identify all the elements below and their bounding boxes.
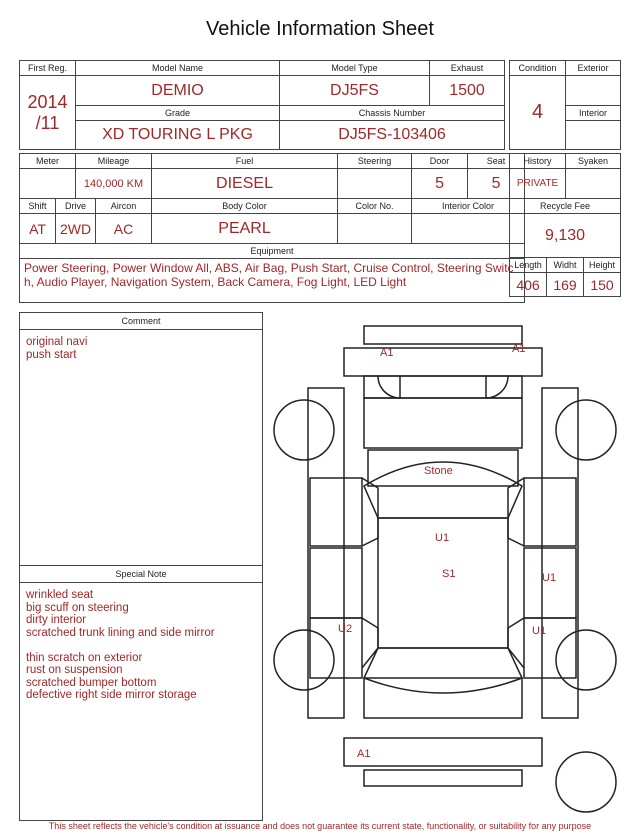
history-label: History <box>510 154 566 169</box>
steering-label: Steering <box>338 154 412 169</box>
left-rear-wheel <box>274 630 334 690</box>
front-right-light <box>486 376 508 398</box>
first-reg-year: 2014 <box>27 91 68 112</box>
comment-label: Comment <box>20 313 262 330</box>
syaken-value <box>566 169 621 199</box>
width-label: Widht <box>547 258 584 273</box>
comment-text: original navi push start <box>26 336 88 361</box>
steering-value <box>338 169 412 199</box>
front-left-light <box>378 376 400 398</box>
meter-value <box>20 169 76 199</box>
model-name-label: Model Name <box>76 61 280 76</box>
height-label: Height <box>584 258 621 273</box>
exhaust-value: 1500 <box>430 76 505 106</box>
first-reg-label: First Reg. <box>20 61 76 76</box>
special-note-box <box>19 565 263 821</box>
right-front-wheel <box>556 400 616 460</box>
right-front-door <box>524 478 576 546</box>
equipment-label: Equipment <box>20 244 525 259</box>
right-rear-window <box>508 618 524 668</box>
mark-right-front-door: U1 <box>542 572 557 584</box>
left-front-wheel <box>274 400 334 460</box>
drive-label: Drive <box>56 199 96 214</box>
page-title: Vehicle Information Sheet <box>206 18 434 40</box>
shift-value: AT <box>20 214 56 244</box>
disclaimer-footer: This sheet reflects the vehicle's condition at issuance and does not guarantee its current state, functionality, or suitability for any purpose <box>48 821 592 831</box>
vehicle-detail-table <box>19 153 525 303</box>
recycle-fee-label: Recycle Fee <box>510 199 621 214</box>
chassis-label: Chassis Number <box>280 106 505 121</box>
special-note-label: Special Note <box>20 566 262 583</box>
recycle-fee-value: 9,130 <box>510 214 621 258</box>
height-value: 150 <box>584 273 621 297</box>
length-value: 406 <box>510 273 547 297</box>
front-bumper-upper <box>364 326 522 344</box>
seat-label: Seat <box>468 154 525 169</box>
shift-label: Shift <box>20 199 56 214</box>
exterior-label: Exterior <box>566 61 621 76</box>
comment-box <box>19 312 263 566</box>
fuel-value: DIESEL <box>152 169 338 199</box>
right-body <box>542 388 578 718</box>
interior-value <box>566 121 621 150</box>
right-rear-wheel <box>556 630 616 690</box>
syaken-label: Syaken <box>566 154 621 169</box>
left-rear-quarter <box>310 618 362 678</box>
length-label: Length <box>510 258 547 273</box>
mileage-value: 140,000 KM <box>76 169 152 199</box>
mileage-label: Mileage <box>76 154 152 169</box>
body-color-label: Body Color <box>152 199 338 214</box>
first-reg-value <box>20 76 76 150</box>
special-note-text: wrinkled seat big scuff on steering dirty interior scratched trunk lining and side mirror thin scratch on exterior rust on suspension scratched bumper bottom defective right side mirror storage <box>26 589 215 701</box>
left-front-door <box>310 478 362 546</box>
aircon-value: AC <box>96 214 152 244</box>
mark-roof: U1 <box>435 532 450 544</box>
rear-bumper <box>344 738 542 766</box>
width-value: 169 <box>547 273 584 297</box>
history-table <box>509 153 621 297</box>
interior-color-value <box>412 214 525 244</box>
model-type-label: Model Type <box>280 61 430 76</box>
interior-label: Interior <box>566 106 621 121</box>
aircon-label: Aircon <box>96 199 152 214</box>
color-no-label: Color No. <box>338 199 412 214</box>
condition-table <box>509 60 621 150</box>
grade-label: Grade <box>76 106 280 121</box>
body-color-value: PEARL <box>152 214 338 244</box>
trunk <box>364 678 522 718</box>
grade-value: XD TOURING L PKG <box>76 121 280 150</box>
seat-value: 5 <box>468 169 525 199</box>
left-rear-door <box>310 548 362 618</box>
meter-label: Meter <box>20 154 76 169</box>
spare-wheel <box>556 752 616 812</box>
vehicle-main-table <box>19 60 505 150</box>
color-no-value <box>338 214 412 244</box>
exhaust-label: Exhaust <box>430 61 505 76</box>
fuel-label: Fuel <box>152 154 338 169</box>
interior-color-label: Interior Color <box>412 199 525 214</box>
model-name-value: DEMIO <box>76 76 280 106</box>
left-rear-window <box>362 618 378 668</box>
mark-center: S1 <box>442 568 456 580</box>
drive-value: 2WD <box>56 214 96 244</box>
condition-label: Condition <box>510 61 566 76</box>
door-value: 5 <box>412 169 468 199</box>
chassis-value: DJ5FS-103406 <box>280 121 505 150</box>
mark-windshield: Stone <box>424 465 453 477</box>
mark-left-rear: U2 <box>338 623 353 635</box>
condition-value: 4 <box>510 76 566 150</box>
mark-front-left: A1 <box>380 347 394 359</box>
first-reg-month: /11 <box>35 112 60 133</box>
door-label: Door <box>412 154 468 169</box>
history-value: PRIVATE <box>510 169 566 199</box>
mark-front-right: A1 <box>512 343 526 355</box>
mark-right-rear: U1 <box>532 625 547 637</box>
equipment-value: Power Steering, Power Window All, ABS, Air Bag, Push Start, Cruise Control, Steering Switch, Audio Player, Navigation System, Back Camera, Fog Light, LED Light <box>20 259 525 303</box>
exterior-value <box>566 76 621 106</box>
rear-bumper-lower <box>364 770 522 786</box>
model-type-value: DJ5FS <box>280 76 430 106</box>
left-body <box>308 388 344 718</box>
mark-rear-bumper: A1 <box>357 748 371 760</box>
